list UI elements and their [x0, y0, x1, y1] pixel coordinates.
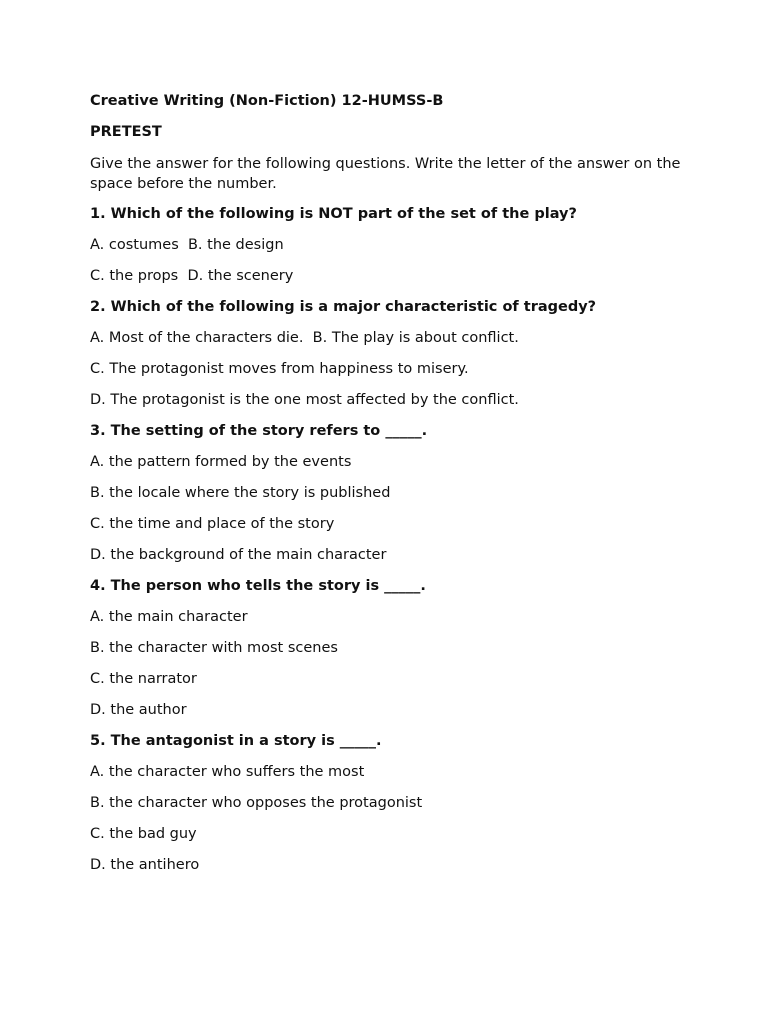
question-prompt: 4. The person who tells the story is _____.: [90, 578, 426, 594]
question-option: D. the author: [90, 702, 187, 718]
question-option: A. Most of the characters die. B. The play is about conflict.: [90, 330, 519, 346]
instructions: Give the answer for the following questions. Write the letter of the answer on the space before the number.: [90, 156, 686, 192]
question-prompt: 5. The antagonist in a story is _____.: [90, 733, 382, 749]
question-option: B. the character who opposes the protagonist: [90, 795, 423, 811]
question-prompt: 2. Which of the following is a major characteristic of tragedy?: [90, 299, 597, 315]
question-option: A. the character who suffers the most: [90, 764, 365, 780]
question-option: D. the antihero: [90, 857, 200, 873]
question-option: A. the main character: [90, 609, 248, 625]
question-option: C. the bad guy: [90, 826, 197, 842]
question-prompt: 1. Which of the following is NOT part of the set of the play?: [90, 206, 577, 222]
course-title: Creative Writing (Non-Fiction) 12-HUMSS-B: [90, 93, 444, 109]
question-option: D. the background of the main character: [90, 547, 387, 563]
question-option: D. The protagonist is the one most affected by the conflict.: [90, 392, 519, 408]
question-prompt: 3. The setting of the story refers to _____.: [90, 423, 428, 439]
question-option: A. costumes B. the design: [90, 237, 284, 253]
question-option: C. the time and place of the story: [90, 516, 335, 532]
question-option: C. The protagonist moves from happiness to misery.: [90, 361, 469, 377]
test-label: PRETEST: [90, 124, 162, 140]
question-option: C. the narrator: [90, 671, 197, 687]
question-option: C. the props D. the scenery: [90, 268, 294, 284]
document-body: [90, 92, 690, 887]
question-option: A. the pattern formed by the events: [90, 454, 352, 470]
question-option: B. the locale where the story is published: [90, 485, 391, 501]
question-option: B. the character with most scenes: [90, 640, 338, 656]
